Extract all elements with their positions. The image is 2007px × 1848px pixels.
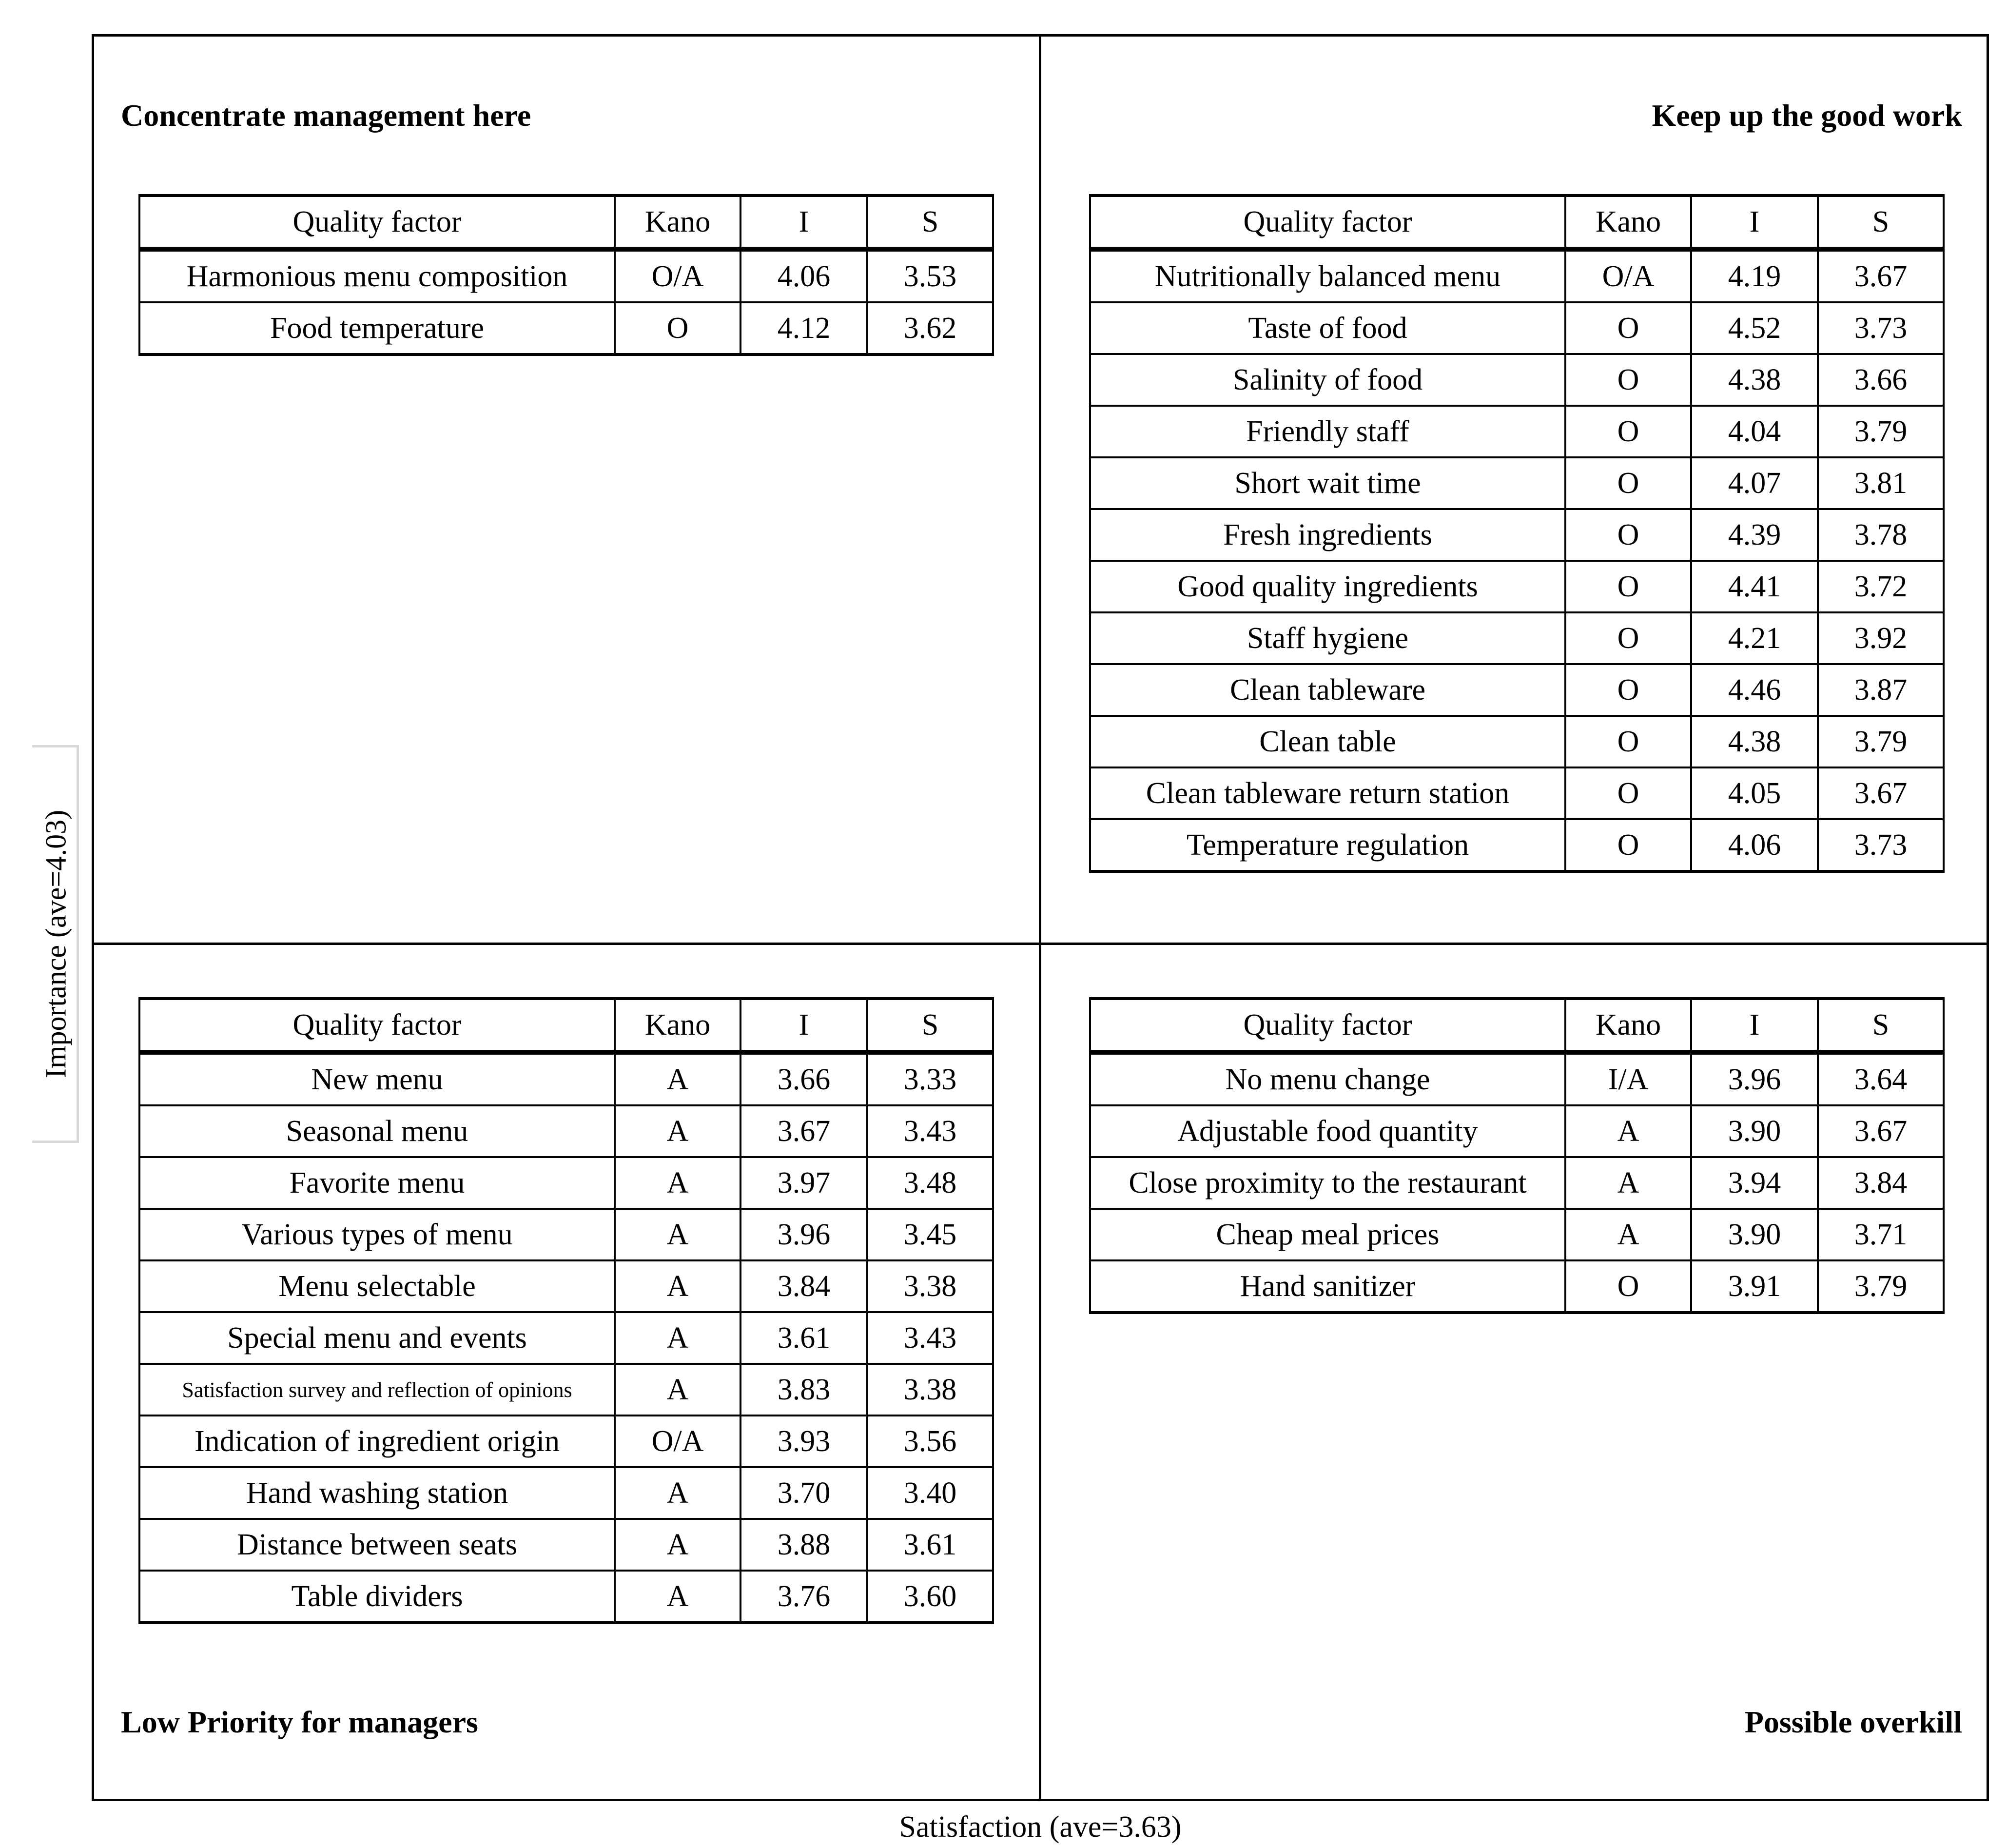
importance-cell: 3.90	[1691, 1105, 1818, 1157]
table-row	[139, 1209, 993, 1260]
quality-factor-cell: Friendly staff	[1090, 406, 1565, 457]
table-row	[1090, 509, 1944, 561]
satisfaction-cell: 3.73	[1818, 819, 1944, 871]
quality-factor-cell: Fresh ingredients	[1090, 509, 1565, 561]
kano-cell: O	[615, 302, 740, 354]
kano-cell: O/A	[615, 1415, 740, 1467]
satisfaction-cell: 3.43	[867, 1312, 993, 1364]
header-kano: Kano	[615, 999, 740, 1052]
satisfaction-cell: 3.67	[1818, 249, 1944, 302]
importance-cell: 4.52	[1691, 302, 1818, 354]
importance-cell: 3.97	[740, 1157, 867, 1209]
quality-factor-cell: Seasonal menu	[139, 1105, 615, 1157]
header-importance: I	[1691, 196, 1818, 249]
table-row	[1090, 664, 1944, 716]
kano-cell: A	[615, 1467, 740, 1519]
kano-cell: A	[1565, 1209, 1691, 1260]
table-row	[139, 302, 993, 354]
kano-cell: A	[1565, 1157, 1691, 1209]
kano-cell: A	[615, 1052, 740, 1105]
satisfaction-cell: 3.73	[1818, 302, 1944, 354]
importance-cell: 4.12	[740, 302, 867, 354]
satisfaction-cell: 3.43	[867, 1105, 993, 1157]
quality-factor-cell: Special menu and events	[139, 1312, 615, 1364]
table-row	[139, 249, 993, 302]
table-bottom-right	[1089, 997, 1945, 1314]
satisfaction-cell: 3.60	[867, 1571, 993, 1623]
importance-cell: 4.41	[1691, 561, 1818, 612]
satisfaction-cell: 3.67	[1818, 767, 1944, 819]
table-row	[1090, 406, 1944, 457]
header-satisfaction: S	[1818, 196, 1944, 249]
satisfaction-cell: 3.62	[867, 302, 993, 354]
importance-cell: 3.96	[740, 1209, 867, 1260]
kano-cell: O	[1565, 612, 1691, 664]
importance-cell: 4.05	[1691, 767, 1818, 819]
satisfaction-cell: 3.40	[867, 1467, 993, 1519]
satisfaction-cell: 3.38	[867, 1260, 993, 1312]
kano-cell: O	[1565, 302, 1691, 354]
satisfaction-cell: 3.67	[1818, 1105, 1944, 1157]
kano-cell: O	[1565, 354, 1691, 406]
header-satisfaction: S	[867, 999, 993, 1052]
table-top-right	[1089, 194, 1945, 873]
satisfaction-cell: 3.81	[1818, 457, 1944, 509]
satisfaction-cell: 3.71	[1818, 1209, 1944, 1260]
x-axis-label: Satisfaction (ave=3.63)	[899, 1810, 1182, 1844]
importance-cell: 3.93	[740, 1415, 867, 1467]
satisfaction-cell: 3.48	[867, 1157, 993, 1209]
kano-cell: O	[1565, 561, 1691, 612]
quality-factor-cell: Temperature regulation	[1090, 819, 1565, 871]
importance-cell: 4.07	[1691, 457, 1818, 509]
importance-cell: 3.96	[1691, 1052, 1818, 1105]
quality-factor-cell: Hand washing station	[139, 1467, 615, 1519]
importance-cell: 3.70	[740, 1467, 867, 1519]
table-row	[1090, 1260, 1944, 1313]
quality-factor-cell: Indication of ingredient origin	[139, 1415, 615, 1467]
quadrant-title-top-right: Keep up the good work	[1652, 98, 1962, 133]
header-importance: I	[740, 196, 867, 249]
kano-cell: A	[615, 1209, 740, 1260]
table-row	[139, 1105, 993, 1157]
table-row	[1090, 354, 1944, 406]
quality-factor-cell: Clean table	[1090, 716, 1565, 767]
kano-cell: A	[615, 1105, 740, 1157]
quality-factor-cell: Clean tableware return station	[1090, 767, 1565, 819]
quality-factor-cell: Salinity of food	[1090, 354, 1565, 406]
quality-factor-cell: Food temperature	[139, 302, 615, 354]
importance-cell: 3.84	[740, 1260, 867, 1312]
importance-cell: 4.19	[1691, 249, 1818, 302]
importance-cell: 4.39	[1691, 509, 1818, 561]
table-row	[139, 1052, 993, 1105]
kano-cell: A	[615, 1157, 740, 1209]
table-row	[1090, 1105, 1944, 1157]
importance-cell: 4.38	[1691, 354, 1818, 406]
quality-factor-cell: Various types of menu	[139, 1209, 615, 1260]
importance-cell: 3.88	[740, 1519, 867, 1571]
kano-cell: A	[615, 1312, 740, 1364]
satisfaction-cell: 3.45	[867, 1209, 993, 1260]
satisfaction-cell: 3.84	[1818, 1157, 1944, 1209]
kano-cell: O	[1565, 1260, 1691, 1313]
table-row	[1090, 1052, 1944, 1105]
table-row	[139, 1312, 993, 1364]
quadrant-title-bottom-left: Low Priority for managers	[121, 1705, 478, 1739]
quality-factor-cell: Good quality ingredients	[1090, 561, 1565, 612]
table-row	[1090, 767, 1944, 819]
kano-cell: O	[1565, 767, 1691, 819]
importance-cell: 4.04	[1691, 406, 1818, 457]
kano-cell: I/A	[1565, 1052, 1691, 1105]
table-row	[1090, 457, 1944, 509]
header-quality-factor: Quality factor	[1090, 196, 1565, 249]
y-axis-label: Importance (ave=4.03)	[39, 809, 72, 1079]
table-row	[1090, 1157, 1944, 1209]
kano-cell: O	[1565, 664, 1691, 716]
quadrant-title-bottom-right: Possible overkill	[1744, 1705, 1962, 1739]
table-row	[1090, 561, 1944, 612]
header-quality-factor: Quality factor	[1090, 999, 1565, 1052]
quality-factor-cell: Favorite menu	[139, 1157, 615, 1209]
kano-cell: O/A	[1565, 249, 1691, 302]
satisfaction-cell: 3.38	[867, 1364, 993, 1415]
table-row	[139, 1260, 993, 1312]
satisfaction-cell: 3.79	[1818, 406, 1944, 457]
table-row	[139, 1157, 993, 1209]
importance-cell: 3.91	[1691, 1260, 1818, 1313]
header-quality-factor: Quality factor	[139, 196, 615, 249]
table-row	[1090, 249, 1944, 302]
quality-factor-cell: Cheap meal prices	[1090, 1209, 1565, 1260]
kano-cell: O	[1565, 406, 1691, 457]
quadrant-title-top-left: Concentrate management here	[121, 98, 531, 133]
importance-average-divider	[92, 943, 1989, 945]
satisfaction-cell: 3.56	[867, 1415, 993, 1467]
header-kano: Kano	[1565, 196, 1691, 249]
quality-factor-cell: Distance between seats	[139, 1519, 615, 1571]
importance-cell: 3.76	[740, 1571, 867, 1623]
table-row	[139, 1467, 993, 1519]
kano-cell: O	[1565, 819, 1691, 871]
satisfaction-cell: 3.61	[867, 1519, 993, 1571]
header-quality-factor: Quality factor	[139, 999, 615, 1052]
header-satisfaction: S	[867, 196, 993, 249]
kano-cell: O	[1565, 457, 1691, 509]
table-row	[139, 1415, 993, 1467]
table-row	[1090, 612, 1944, 664]
quality-factor-cell: Satisfaction survey and reflection of opinions	[139, 1364, 615, 1415]
kano-cell: A	[615, 1364, 740, 1415]
table-row	[1090, 716, 1944, 767]
importance-cell: 3.83	[740, 1364, 867, 1415]
importance-cell: 4.06	[740, 249, 867, 302]
satisfaction-cell: 3.87	[1818, 664, 1944, 716]
satisfaction-cell: 3.53	[867, 249, 993, 302]
table-row	[1090, 1209, 1944, 1260]
quality-factor-cell: Adjustable food quantity	[1090, 1105, 1565, 1157]
importance-cell: 4.46	[1691, 664, 1818, 716]
satisfaction-cell: 3.33	[867, 1052, 993, 1105]
satisfaction-average-divider	[1039, 34, 1041, 1801]
kano-cell: O	[1565, 509, 1691, 561]
quality-factor-cell: Staff hygiene	[1090, 612, 1565, 664]
header-importance: I	[1691, 999, 1818, 1052]
importance-cell: 3.66	[740, 1052, 867, 1105]
quality-factor-cell: Close proximity to the restaurant	[1090, 1157, 1565, 1209]
importance-cell: 3.61	[740, 1312, 867, 1364]
table-bottom-left	[138, 997, 994, 1624]
header-kano: Kano	[615, 196, 740, 249]
kano-cell: A	[615, 1571, 740, 1623]
kano-cell: A	[615, 1519, 740, 1571]
importance-cell: 3.67	[740, 1105, 867, 1157]
table-row	[139, 1571, 993, 1623]
satisfaction-cell: 3.79	[1818, 716, 1944, 767]
header-kano: Kano	[1565, 999, 1691, 1052]
satisfaction-cell: 3.92	[1818, 612, 1944, 664]
importance-cell: 4.06	[1691, 819, 1818, 871]
kano-cell: O	[1565, 716, 1691, 767]
quality-factor-cell: No menu change	[1090, 1052, 1565, 1105]
importance-cell: 4.21	[1691, 612, 1818, 664]
quality-factor-cell: Hand sanitizer	[1090, 1260, 1565, 1313]
header-satisfaction: S	[1818, 999, 1944, 1052]
satisfaction-cell: 3.66	[1818, 354, 1944, 406]
quality-factor-cell: Taste of food	[1090, 302, 1565, 354]
importance-cell: 3.94	[1691, 1157, 1818, 1209]
quality-factor-cell: New menu	[139, 1052, 615, 1105]
quality-factor-cell: Harmonious menu composition	[139, 249, 615, 302]
satisfaction-cell: 3.78	[1818, 509, 1944, 561]
table-row	[139, 1519, 993, 1571]
satisfaction-cell: 3.64	[1818, 1052, 1944, 1105]
quality-factor-cell: Nutritionally balanced menu	[1090, 249, 1565, 302]
quality-factor-cell: Clean tableware	[1090, 664, 1565, 716]
table-top-left	[138, 194, 994, 356]
quality-factor-cell: Menu selectable	[139, 1260, 615, 1312]
table-row	[139, 1364, 993, 1415]
header-importance: I	[740, 999, 867, 1052]
quality-factor-cell: Table dividers	[139, 1571, 615, 1623]
quality-factor-cell: Short wait time	[1090, 457, 1565, 509]
kano-cell: A	[615, 1260, 740, 1312]
kano-cell: A	[1565, 1105, 1691, 1157]
kano-cell: O/A	[615, 249, 740, 302]
importance-cell: 4.38	[1691, 716, 1818, 767]
importance-cell: 3.90	[1691, 1209, 1818, 1260]
table-row	[1090, 819, 1944, 871]
table-row	[1090, 302, 1944, 354]
satisfaction-cell: 3.72	[1818, 561, 1944, 612]
satisfaction-cell: 3.79	[1818, 1260, 1944, 1313]
